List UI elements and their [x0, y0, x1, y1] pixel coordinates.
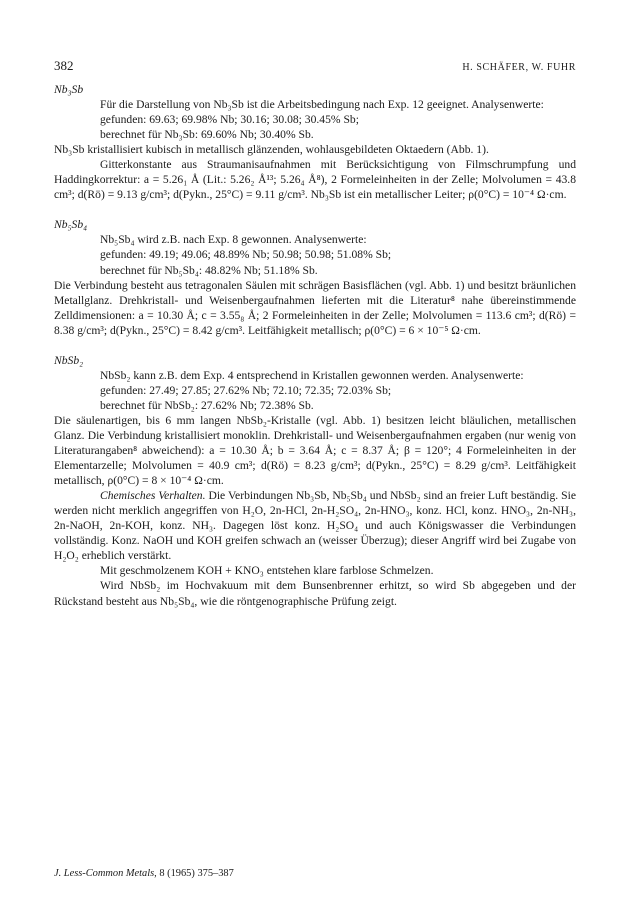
nbsb2-calc: berechnet für NbSb₂: 27.62% Nb; 72.38% Sb.: [100, 398, 314, 412]
journal-citation: 8 (1965) 375–387: [156, 868, 234, 879]
nb3sb-found: gefunden: 69.63; 69.98% Nb; 30.16; 30.08; 30.45% Sb;: [100, 113, 359, 127]
nb5sb4-intro: Nb₅Sb₄ wird z.B. nach Exp. 8 gewonnen. Analysenwerte:: [100, 233, 367, 247]
nb3sb-calc: berechnet für Nb₃Sb: 69.60% Nb; 30.40% Sb.: [100, 128, 314, 142]
nbsb2-found: gefunden: 27.49; 27.85; 27.62% Nb; 72.10; 72.35; 72.03% Sb;: [100, 383, 392, 397]
running-head-authors: H. SCHÄFER, W. FUHR: [462, 62, 576, 73]
main-text: [54, 82, 576, 609]
nb3sb-paragraph-2: Gitterkonstante aus Straumanisaufnahmen mit Berücksichtigung von Filmschrumpfung und Haddingkorrektur: a = 5.26₁ Å (Lit.: 5.26₂ Å¹³; 5.26₄ Å⁸), 2 Formeleinheiten in der Zelle; Molvolumen = 43.8 cm³; d(Rö) = 9.13 g/cm³; d(Pykn., 25°C) = 9.11 g/cm³. Nb₃Sb ist ein metallischer Leiter; ρ(0°C) = 10⁻⁴ Ω·cm.: [54, 158, 576, 202]
page-number: 382: [54, 58, 74, 73]
nb5sb4-found: gefunden: 49.19; 49.06; 48.89% Nb; 50.98; 50.98; 51.08% Sb;: [100, 248, 392, 262]
journal-footer: [54, 868, 234, 879]
nbsb2-paragraph-3: Mit geschmolzenem KOH + KNO₃ entstehen klare farblose Schmelzen.: [100, 564, 434, 578]
nbsb2-paragraph-1: Die säulenartigen, bis 6 mm langen NbSb₂-Kristalle (vgl. Abb. 1) besitzen leicht bläulichen, metallischen Glanz. Die Verbindung kristallisiert monoklin. Drehkristall- und Weisenbergaufnahmen ergaben (nur wenig von Literaturangaben⁸ abweichend): a = 10.30 Å; b = 3.64 Å; c = 8.37 Å; β = 120°; 4 Formeleinheiten in der Elementarzelle; Molvolumen = 40.9 cm³; d(Rö) = 8.23 g/cm³; d(Pykn., 25°C) = 8.29 g/cm³. Leitfähigkeit metallisch, ρ(0°C) = 8 × 10⁻⁴ Ω·cm.: [54, 413, 576, 488]
chemical-behaviour-text: Die Verbindungen Nb₃Sb, Nb₅Sb₄ und NbSb₂ sind an freier Luft beständig. Sie werden nicht merklich angegriffen von H₂O, 2n-HCl, 2n-H₂SO₄, 2n-HNO₃, konz. HCl, konz. HNO₃, 2n-NH₃, 2n-NaOH, 2n-KOH, konz. NH₃. Dagegen löst konz. H₂SO₄ und auch Königswasser die Verbindungen vollständig. Konz. NaOH und KOH greifen schwach an (weisser Überzug); dieser Angriff wird bei Zugabe von H₂O₂ erheblich verstärkt.: [54, 489, 576, 563]
section-title-nb5sb4: Nb₅Sb₄: [54, 218, 88, 232]
nbsb2-intro: NbSb₂ kann z.B. dem Exp. 4 entsprechend in Kristallen gewonnen werden. Analysenwerte:: [100, 368, 524, 382]
section-title-nbsb2: NbSb₂: [54, 353, 84, 367]
nb5sb4-calc: berechnet für Nb₅Sb₄: 48.82% Nb; 51.18% Sb.: [100, 263, 318, 277]
nbsb2-paragraph-4: Wird NbSb₂ im Hochvakuum mit dem Bunsenbrenner erhitzt, so wird Sb abgegeben und der Rückstand besteht aus Nb₅Sb₄, wie die röntgenographische Prüfung zeigt.: [54, 579, 576, 608]
nb3sb-paragraph-1: Nb₃Sb kristallisiert kubisch in metallisch glänzenden, wohlausgebildeten Oktaedern (Abb. 1).: [54, 143, 489, 157]
running-header: [54, 58, 576, 74]
chemical-behaviour-label: Chemisches Verhalten.: [100, 489, 206, 503]
section-title-nb3sb: Nb₃Sb: [54, 83, 84, 96]
nb3sb-intro: Für die Darstellung von Nb₃Sb ist die Arbeitsbedingung nach Exp. 12 geeignet. Analysenwerte:: [100, 98, 544, 112]
chemical-behaviour-paragraph: [54, 488, 576, 563]
nb5sb4-paragraph-1: Die Verbindung besteht aus tetragonalen Säulen mit schrägen Basisflächen (vgl. Abb. 1) und besitzt bräunlichen Metallglanz. Drehkristall- und Weisenbergaufnahmen lieferten mit die Literatur⁸ nahe übereinstimmende Zelldimensionen: a = 10.30 Å; c = 3.55₈ Å; 2 Formeleinheiten in der Zelle; Molvolumen = 113.6 cm³; d(Rö) = 8.38 g/cm³; d(Pykn., 25°C) = 8.42 g/cm³. Leitfähigkeit metallisch; ρ(0°C) = 6 × 10⁻⁵ Ω·cm.: [54, 278, 576, 337]
journal-name: J. Less-Common Metals,: [54, 868, 157, 879]
